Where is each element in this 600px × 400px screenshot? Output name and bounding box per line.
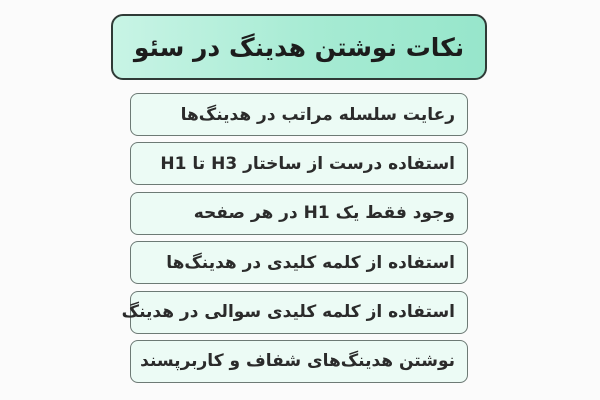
list-item-label: وجود فقط یک H1 در هر صفحه	[193, 203, 455, 224]
tips-list	[121, 93, 468, 389]
list-item-label: استفاده درست از ساختار H3 تا H1	[160, 153, 455, 174]
list-item-label: استفاده از کلمه کلیدی سوالی در هدینگ	[121, 302, 455, 323]
list-item	[130, 340, 468, 383]
list-item-label: رعایت سلسله مراتب در هدینگ‌ها	[180, 104, 455, 125]
list-item-label: نوشتن هدینگ‌های شفاف و کاربرپسند	[140, 351, 455, 372]
list-item	[130, 93, 468, 136]
list-item	[130, 142, 468, 185]
list-item	[121, 291, 468, 334]
list-item	[130, 192, 468, 235]
page-title: نکات نوشتن هدینگ در سئو	[133, 32, 465, 62]
list-item-label: استفاده از کلمه کلیدی در هدینگ‌ها	[166, 252, 455, 273]
list-item	[130, 241, 468, 284]
title-banner	[111, 14, 487, 80]
